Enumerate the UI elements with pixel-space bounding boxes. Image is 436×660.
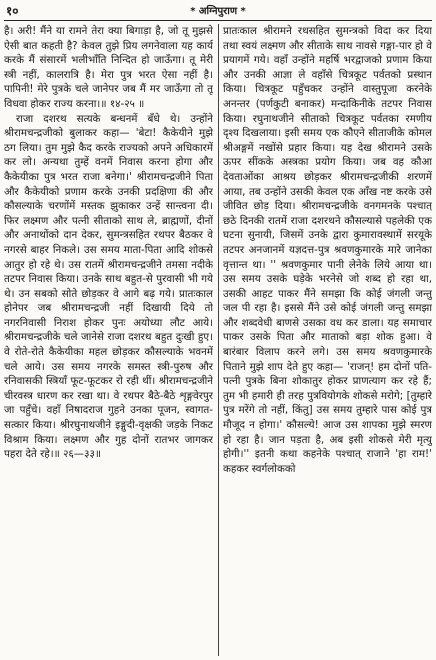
paragraph: प्रातःकाल श्रीरामने रथसहित सुमन्त्रको विदा कर दिया तथा स्वयं लक्ष्मण और सीताके साथ नावसे गङ्गा-पार हो वे प्रयागमें गये। वहाँ उन्होंने महर्षि भरद्वाजको प्रणाम किया और उनकी आज्ञा ले वहाँसे चित्रकूट पर्वतको प्रस्थान किया। चित्रकूट पहुँचकर उन्होंने वास्तुपूजा करनेके अनन्तर (पर्णकुटी बनाकर) मन्दाकिनीके तटपर निवास किया। रघुनाथजीने सीताको चित्रकूट पर्वतका रमणीय दृश्य दिखलाया। इसी समय एक कौएने सीताजीके कोमल श्रीअङ्गमें नखोंसे प्रहार किया। यह देख श्रीरामने उसके ऊपर सींकके अस्त्रका प्रयोग किया। जब वह कौआ देवताओंका आश्रय छोड़कर श्रीरामचन्द्रजीकी शरणमें आया, तब उन्होंने उसकी केवल एक आँख नष्ट करके उसे जीवित छोड़ दिया। श्रीरामचन्द्रजीके वनगमनके पश्चात् छठे दिनकी रातमें राजा दशरथने कौसल्यासे पहलेकी एक घटना सुनायी, जिसमें उनके द्वारा कुमारावस्थामें सरयूके तटपर अनजानमें यज्ञदत्त-पुत्र श्रवणकुमारके मारे जानेका वृत्तान्त था। '' श्रवणकुमार पानी लेनेके लिये आया था। उस समय उसके घड़ेके भरनेसे जो शब्द हो रहा था, उसकी आहट पाकर मैंने समझा कि कोई जंगली जन्तु जल पी रहा है। इससे मैंने उसे कोई जंगली जन्तु समझा और शब्दवेधी बाणसे उसका वध कर डाला। यह समाचार पाकर उसके पिता और माताको बड़ा शोक हुआ। वे बारंबार विलाप करने लगे। उस समय श्रवणकुमारके पिताने मुझे शाप देते हुए कहा— 'राजन्! हम दोनों पति-पत्नी पुत्रके बिना शोकातुर होकर प्राणत्याग कर रहे हैं; तुम भी हमारी ही तरह पुत्रवियोगके शोकसे मरोगे; [तुम्हारे पुत्र मरेंगे तो नहीं, किंतु] उस समय तुम्हारे पास कोई पुत्र मौजूद न होगा।' कौसल्ये! आज उस शापका मुझे स्मरण हो रहा है। जान पड़ता है, अब इसी शोकसे मेरी मृत्यु होगी।'' इतनी कथा कहनेके पश्चात् राजाने 'हा राम!' कहकर स्वर्गलोकको [223, 25, 432, 475]
left-column [4, 24, 213, 658]
right-column [223, 24, 432, 658]
page-number: १० [6, 4, 19, 18]
paragraph: राजा दशरथ सत्यके बन्धनमें बँधे थे। उन्होंने श्रीरामचन्द्रजीको बुलाकर कहा— 'बेटा! कैकेयीने मुझे ठग लिया। तुम मुझे कैद करके राज्यको अपने अधिकारमें कर लो। अन्यथा तुम्हें वनमें निवास करना होगा और कैकेयीका पुत्र भरत राजा बनेगा।' श्रीरामचन्द्रजीने पिता और कैकेयीको प्रणाम करके उनकी प्रदक्षिणा की और कौसल्याके चरणोंमें मस्तक झुकाकर उन्हें सान्त्वना दी। फिर लक्ष्मण और पत्नी सीताको साथ ले, ब्राह्मणों, दीनों और अनाथोंको दान देकर, सुमन्त्रसहित रथपर बैठकर वे नगरसे बाहर निकले। उस समय माता-पिता आदि शोकसे आतुर हो रहे थे। उस रातमें श्रीरामचन्द्रजीने तमसा नदीके तटपर निवास किया। उनके साथ बहुत-से पुरवासी भी गये थे। उन सबको सोते छोड़कर वे आगे बढ़ गये। प्रातःकाल होनेपर जब श्रीरामचन्द्रजी नहीं दिखायी दिये तो नगरनिवासी निराश होकर पुनः अयोध्या लौट आये। श्रीरामचन्द्रजीके चले जानेसे राजा दशरथ बहुत दुःखी हुए। वे रोते-रोते कैकेयीका महल छोड़कर कौसल्याके भवनमें चले आये। उस समय नगरके समस्त स्त्री-पुरुष और रनिवासकी स्त्रियाँ फूट-फूटकर रो रही थीं। श्रीरामचन्द्रजीने चीरवस्त्र धारण कर रखा था। वे रथपर बैठे-बैठे शृङ्गवेरपुर जा पहुँचे। वहाँ निषादराज गुहने उनका पूजन, स्वागत-सत्कार किया। श्रीरघुनाथजीने इङ्गुदी-वृक्षकी जड़के निकट विश्राम किया। लक्ष्मण और गुह दोनों रातभर जागकर पहरा देते रहे।॥ २६—३३॥ [4, 112, 213, 461]
page-header [4, 2, 432, 21]
running-title: * अग्निपुराण * [190, 6, 246, 17]
column-divider [218, 24, 219, 656]
paragraph: है। अरी! मैंने या रामने तेरा क्या बिगाड़ा है, जो तू मुझसे ऐसी बात कहती है? केवल तुझे प्रिय लगनेवाला यह कार्य करके मैं संसारमें भलीभाँति निन्दित हो जाऊँगा। तू मेरी स्त्री नहीं, कालरात्रि है। मेरा पुत्र भरत ऐसा नहीं है। पापिनी! मेरे पुत्रके चले जानेपर जब मैं मर जाऊँगा तो तू विधवा होकर राज्य करना।॥ १४-२५ ॥ [4, 25, 213, 110]
